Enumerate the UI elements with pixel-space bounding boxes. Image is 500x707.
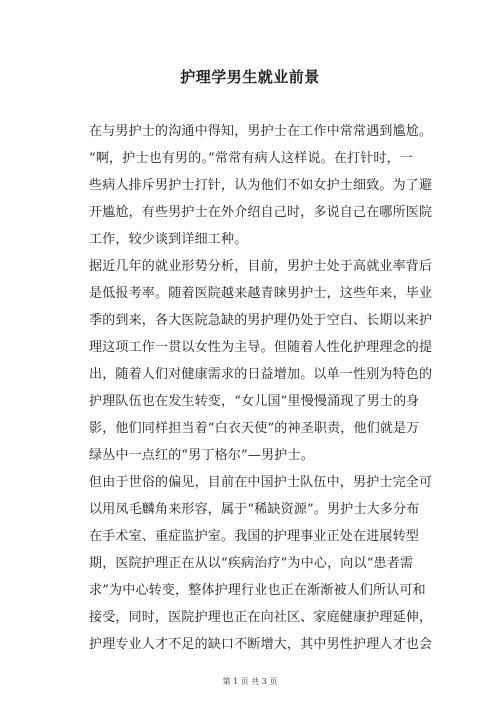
body-line: 以用凤毛麟角来形容，属于“稀缺资源”。男护士大多分布 <box>89 502 420 517</box>
body-line: 据近几年的就业形势分析，目前，男护士处于高就业率背后 <box>89 259 433 274</box>
body-line: 护理专业人才不足的缺口不断增大，其中男性护理人才也会 <box>89 637 433 652</box>
body-line: 在手术室、重症监护室。我国的护理事业正处在进展转型 <box>89 529 420 544</box>
body-line: 但由于世俗的偏见，目前在中国护士队伍中，男护士完全可 <box>89 475 433 490</box>
body-line: 理这项工作一贯以女性为主导。但随着人性化护理理念的提 <box>89 340 433 355</box>
body-line: 护理队伍也在发生转变，“女儿国”里慢慢涌现了男士的身 <box>89 394 420 409</box>
body-line: 影，他们同样担当着“白衣天使”的神圣职责，他们就是万 <box>89 421 420 436</box>
body-line: 开尴尬，有些男护士在外介绍自己时，多说自己在哪所医院 <box>89 205 433 220</box>
body-line: 绿丛中一点红的“男丁格尔”—男护士。 <box>89 448 314 463</box>
body-line: 些病人排斥男护士打针，认为他们不如女护士细致。为了避 <box>89 178 433 193</box>
body-line: 工作，较少谈到详细工种。 <box>89 232 248 247</box>
body-line: 期，医院护理正在从以“疾病治疗”为中心，向以“患者需 <box>89 556 414 571</box>
body-line: 在与男护士的沟通中得知，男护士在工作中常常遇到尴尬。 <box>89 124 433 139</box>
body-line: 季的到来，各大医院急缺的男护理仍处于空白、长期以来护 <box>89 313 433 328</box>
page-number-footer: 第 1 页 共 3 页 <box>222 677 278 686</box>
body-line: 是低报考率。随着医院越来越青睐男护士，这些年来，毕业 <box>89 286 433 301</box>
body-line: 求”为中心转变，整体护理行业也正在渐渐被人们所认可和 <box>89 583 426 598</box>
document-title: 护理学男生就业前景 <box>180 68 320 86</box>
body-line: 接受，同时，医院护理也正在向社区、家庭健康护理延伸， <box>89 610 433 625</box>
body-line: 出，随着人们对健康需求的日益增加。以单一性别为特色的 <box>89 367 433 382</box>
body-line: “啊，护士也有男的。”常常有病人这样说。在打针时，一 <box>89 151 413 166</box>
